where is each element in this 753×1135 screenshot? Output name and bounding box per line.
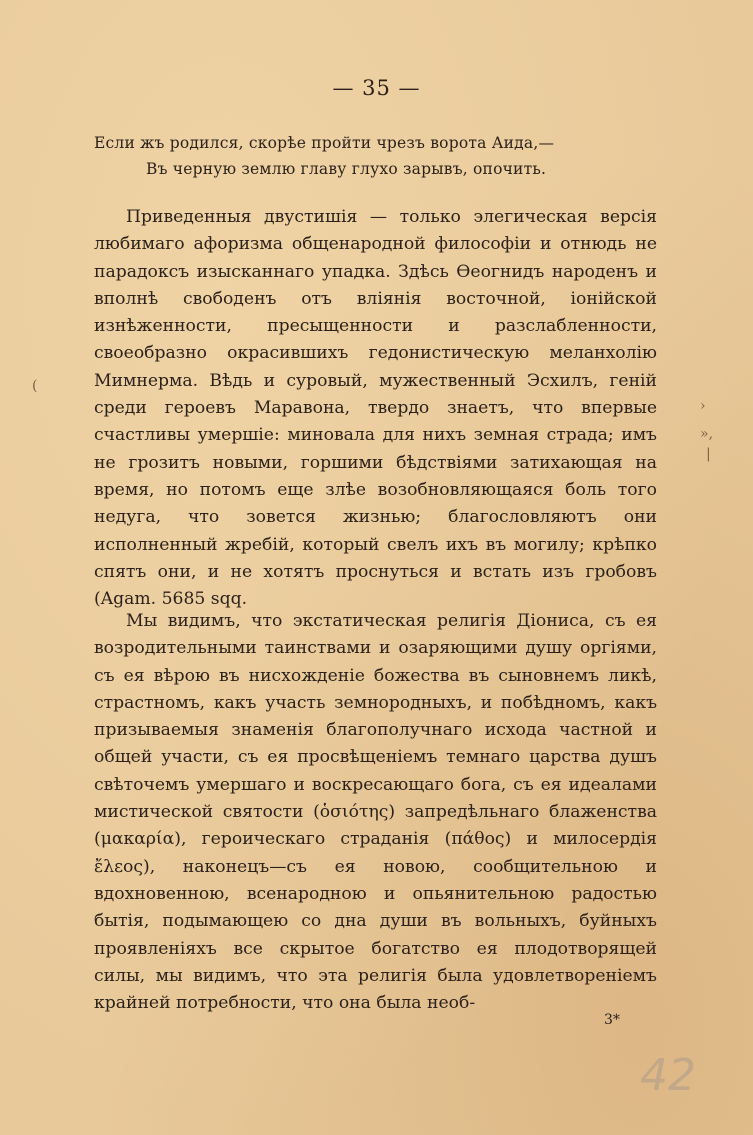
paragraph-1: Приведенныя двустишія — только элегическая версія любимаго афоризма общенародной философіи и отнюдь не парадоксъ изысканнаго упадка. Здѣсь Ѳеогнидъ народенъ и вполнѣ свободенъ отъ вліянія восточной, іонійской изнѣженности, пресыщенности и разслабленности, своеобразно окрасившихъ гедонистическую меланхолію Мимнерма. Вѣдь и суровый, мужественный Эсхилъ, геній среди героевъ Маравона, твердо знаетъ, что впервые счастливы умершіе: миновала для нихъ земная страда; имъ не грозитъ новыми, горшими бѣдствіями затихающая на время, но потомъ еще злѣе возобновляющаяся боль того недуга, что зовется жизнью; благословляютъ они исполненный жребій, который свелъ ихъ въ могилу; крѣпко спятъ они, и не хотятъ проснуться и встать изъ гробовъ (Agam. 5685 sqq. [94, 207, 657, 610]
verse-line-2: Въ черную землю главу глухо зарывъ, опочить. [146, 160, 547, 178]
pencil-note: 42 [640, 1050, 696, 1101]
margin-mark-icon: », [700, 426, 714, 442]
signature-mark: 3* [604, 1012, 620, 1028]
margin-mark-icon: › [700, 398, 706, 414]
verse-line-1: Если жъ родился, скорѣе пройти чрезъ ворота Аида,— [94, 134, 555, 152]
paragraph-2: Мы видимъ, что экстатическая религія Діониса, съ ея возродительными таинствами и озаряющими душу оргіями, съ ея вѣрою въ нисхожденіе божества въ сыновнемъ ликѣ, страстномъ, какъ участь земнородныхъ, и побѣдномъ, какъ призываемыя знаменія благополучнаго исхода частной и общей участи, съ ея просвѣщеніемъ темнаго царства душъ свѣточемъ умершаго и воскресающаго бога, съ ея идеалами мистической святости (ὁσιότης) запредѣльнаго блаженства (μακαρία), героическаго страданія (πάθος) и милосердія ἔλεος), наконецъ—съ ея новою, сообщительною и вдохновенною, всенародною и опьянительною радостью бытія, подымающею со дна души въ вольныхъ, буйныхъ проявленіяхъ все скрытое богатство ея плодотворящей силы, мы видимъ, что эта религія была удовлетвореніемъ крайней потребности, что она была необ- [94, 611, 657, 1014]
margin-mark-icon: | [706, 446, 711, 462]
margin-mark-icon: ( [32, 378, 38, 394]
page-number: — 35 — [332, 76, 421, 100]
